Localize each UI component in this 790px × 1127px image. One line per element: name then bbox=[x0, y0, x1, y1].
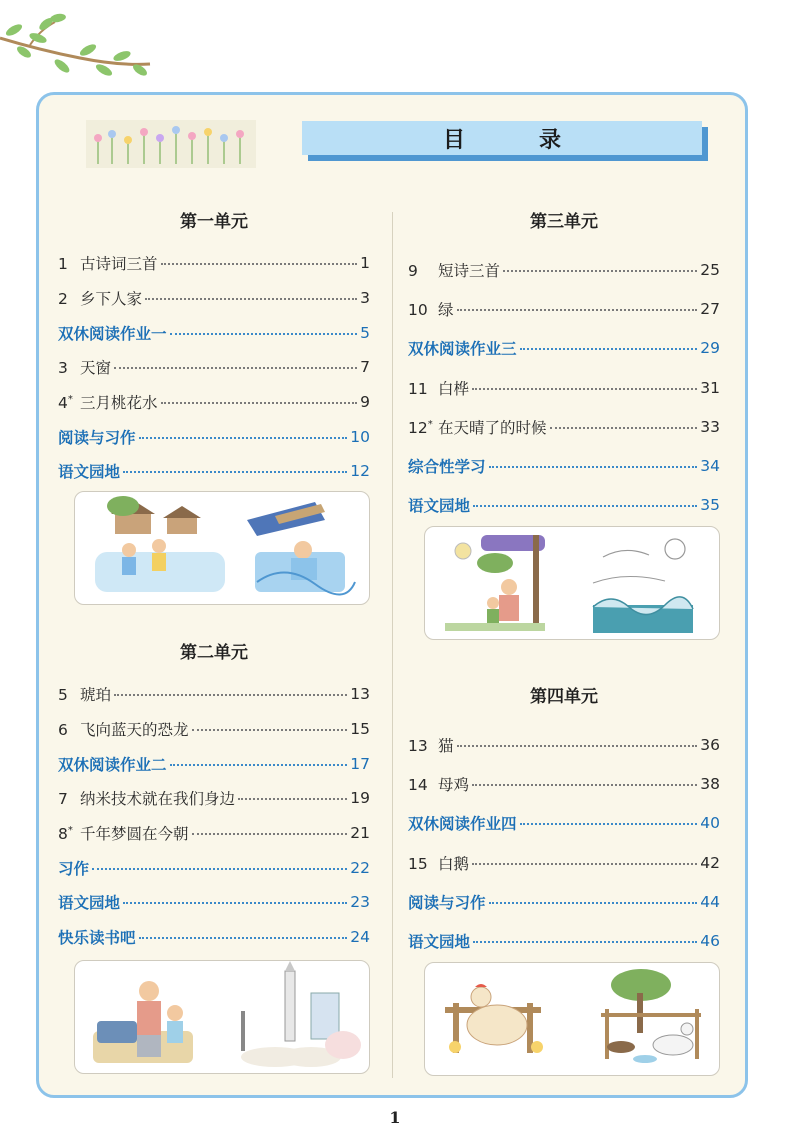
page-ref: 22 bbox=[350, 858, 370, 877]
leader-dots bbox=[92, 868, 347, 870]
leader-dots bbox=[550, 427, 698, 429]
entry-title bbox=[58, 753, 167, 775]
page-ref: 25 bbox=[700, 260, 720, 279]
leader-dots bbox=[457, 745, 698, 747]
entry-label: 琥珀 bbox=[80, 686, 112, 705]
page-ref: 17 bbox=[350, 754, 370, 773]
entry-label: 习作 bbox=[58, 859, 90, 878]
lesson-number-text: 12 bbox=[408, 418, 428, 437]
lesson-number-text: 7 bbox=[58, 790, 68, 809]
unit-title: 第一单元 bbox=[180, 212, 248, 232]
page-ref: 35 bbox=[700, 496, 720, 515]
branch-decoration bbox=[0, 0, 160, 100]
leader-dots bbox=[161, 402, 358, 404]
entry-label: 白鹅 bbox=[438, 854, 470, 873]
page-ref: 15 bbox=[350, 720, 370, 739]
page-ref: 27 bbox=[700, 299, 720, 318]
entry-label: 语文园地 bbox=[408, 497, 471, 516]
optional-lesson-star: * bbox=[427, 418, 433, 430]
father-son-beach-illustration bbox=[93, 981, 193, 1063]
leader-dots bbox=[472, 863, 697, 865]
unit-title: 第二单元 bbox=[180, 643, 248, 663]
lesson-number bbox=[58, 686, 80, 704]
entry-label: 绿 bbox=[438, 300, 454, 319]
page-ref: 5 bbox=[360, 323, 370, 342]
leader-dots bbox=[473, 505, 697, 507]
leader-dots bbox=[192, 833, 348, 835]
lesson-number bbox=[408, 262, 438, 280]
rocket-launch-illustration bbox=[241, 961, 361, 1067]
entry-title bbox=[408, 812, 517, 834]
entry-title bbox=[408, 298, 454, 320]
entry-label: 天窗 bbox=[80, 359, 112, 378]
leader-dots bbox=[145, 298, 357, 300]
lesson-number bbox=[58, 790, 80, 808]
entry-title bbox=[408, 930, 470, 952]
page-ref: 29 bbox=[700, 339, 720, 358]
entry-label: 双休阅读作业二 bbox=[58, 755, 167, 774]
entry-label: 阅读与习作 bbox=[408, 893, 486, 912]
leader-dots bbox=[503, 270, 697, 272]
entry-title bbox=[408, 377, 469, 399]
toc-entry bbox=[58, 920, 370, 955]
toc-entry bbox=[58, 385, 370, 420]
toc-entry bbox=[408, 289, 720, 328]
toc-entry bbox=[408, 250, 720, 289]
page-ref: 46 bbox=[700, 932, 720, 951]
lesson-number-text: 1 bbox=[58, 255, 68, 274]
leader-dots bbox=[139, 937, 348, 939]
entry-title bbox=[58, 683, 111, 705]
entry-title bbox=[58, 822, 189, 844]
page-ref: 42 bbox=[700, 853, 720, 872]
toc-entry bbox=[408, 446, 720, 485]
page-ref: 1 bbox=[360, 254, 370, 273]
entry-list bbox=[58, 677, 370, 955]
toc-entry bbox=[58, 281, 370, 316]
entry-label: 千年梦圆在今朝 bbox=[80, 825, 189, 844]
leader-dots bbox=[489, 466, 698, 468]
leader-dots bbox=[114, 694, 347, 696]
hen-chicks-illustration bbox=[445, 984, 543, 1053]
unit-1 bbox=[58, 210, 370, 489]
entry-title bbox=[58, 926, 136, 948]
entry-label: 双休阅读作业一 bbox=[58, 324, 167, 343]
lesson-number-text: 14 bbox=[408, 775, 428, 794]
entry-list bbox=[58, 246, 370, 489]
toc-entry bbox=[58, 246, 370, 281]
toc-entry bbox=[58, 350, 370, 385]
leader-dots bbox=[139, 437, 348, 439]
lesson-number-text: 5 bbox=[58, 686, 68, 705]
unit-2 bbox=[58, 641, 370, 955]
entry-list bbox=[408, 250, 720, 525]
leader-dots bbox=[123, 902, 347, 904]
entry-label: 飞向蓝天的恐龙 bbox=[80, 721, 189, 740]
entry-title bbox=[408, 852, 469, 874]
optional-lesson-star: * bbox=[67, 824, 73, 836]
leader-dots bbox=[473, 941, 697, 943]
toc-entry bbox=[408, 725, 720, 764]
illustration-box-unit-4 bbox=[424, 962, 720, 1076]
page-ref: 44 bbox=[700, 892, 720, 911]
unit-title: 第三单元 bbox=[530, 212, 598, 232]
toc-entry bbox=[58, 746, 370, 781]
page-ref: 13 bbox=[350, 685, 370, 704]
toc-entry bbox=[58, 454, 370, 489]
toc-entry bbox=[408, 407, 720, 446]
entry-title bbox=[408, 773, 469, 795]
lesson-number-text: 10 bbox=[408, 300, 428, 319]
entry-label: 快乐读书吧 bbox=[58, 929, 136, 948]
entry-label: 乡下人家 bbox=[80, 290, 143, 309]
entry-title bbox=[408, 337, 517, 359]
lesson-number bbox=[58, 721, 80, 739]
page-ref: 19 bbox=[350, 789, 370, 808]
leader-dots bbox=[114, 367, 357, 369]
toc-entry bbox=[58, 885, 370, 920]
page-ref: 36 bbox=[700, 735, 720, 754]
page-ref: 24 bbox=[350, 928, 370, 947]
lesson-number-text: 6 bbox=[58, 721, 68, 740]
page-ref: 12 bbox=[350, 462, 370, 481]
page-ref: 7 bbox=[360, 358, 370, 377]
lesson-number-text: 11 bbox=[408, 379, 428, 398]
optional-lesson-star: * bbox=[67, 393, 73, 405]
leader-dots bbox=[520, 348, 698, 350]
entry-title bbox=[408, 259, 500, 281]
entry-title bbox=[408, 494, 470, 516]
toc-entry bbox=[58, 850, 370, 885]
entry-title bbox=[58, 287, 142, 309]
leader-dots bbox=[520, 823, 698, 825]
entry-label: 阅读与习作 bbox=[58, 428, 136, 447]
lesson-number bbox=[58, 825, 80, 843]
entry-title bbox=[58, 356, 111, 378]
entry-label: 双休阅读作业三 bbox=[408, 340, 517, 359]
grandmother-child-vine-illustration bbox=[445, 535, 545, 631]
entry-title bbox=[58, 460, 120, 482]
entry-title bbox=[408, 734, 454, 756]
entry-label: 语文园地 bbox=[408, 933, 471, 952]
illustration-box-unit-2 bbox=[74, 960, 370, 1074]
entry-label: 双休阅读作业四 bbox=[408, 815, 517, 834]
page-ref: 33 bbox=[700, 417, 720, 436]
toc-entry bbox=[58, 712, 370, 747]
lesson-number-text: 2 bbox=[58, 290, 68, 309]
entry-title bbox=[58, 322, 167, 344]
toc-entry bbox=[58, 781, 370, 816]
page-ref: 31 bbox=[700, 378, 720, 397]
leader-dots bbox=[472, 388, 697, 390]
entry-label: 三月桃花水 bbox=[80, 394, 158, 413]
lesson-number-text: 13 bbox=[408, 736, 428, 755]
entry-label: 在天晴了的时候 bbox=[438, 418, 547, 437]
entry-title bbox=[58, 391, 158, 413]
lesson-number bbox=[58, 359, 80, 377]
entry-label: 语文园地 bbox=[58, 894, 121, 913]
toc-entry bbox=[408, 804, 720, 843]
entry-title bbox=[58, 857, 89, 879]
lesson-number bbox=[408, 301, 438, 319]
lesson-number-text: 9 bbox=[408, 261, 418, 280]
leader-dots bbox=[238, 798, 347, 800]
village-children-illustration bbox=[95, 496, 225, 592]
toc-entry bbox=[58, 816, 370, 851]
toc-entry bbox=[408, 843, 720, 882]
entry-title bbox=[58, 787, 235, 809]
lesson-number bbox=[58, 255, 80, 273]
unit-4 bbox=[408, 685, 720, 961]
page-ref: 40 bbox=[700, 814, 720, 833]
entry-label: 猫 bbox=[438, 736, 454, 755]
leader-dots bbox=[192, 729, 348, 731]
leader-dots bbox=[161, 263, 358, 265]
lesson-number bbox=[408, 776, 438, 794]
entry-label: 短诗三首 bbox=[438, 261, 501, 280]
entry-label: 语文园地 bbox=[58, 463, 121, 482]
lesson-number bbox=[408, 737, 438, 755]
unit-3 bbox=[408, 210, 720, 525]
lesson-number bbox=[408, 855, 438, 873]
toc-entry bbox=[58, 315, 370, 350]
entry-label: 古诗词三首 bbox=[80, 255, 158, 274]
column-divider bbox=[392, 212, 393, 1078]
unit-title: 第四单元 bbox=[530, 687, 598, 707]
toc-entry bbox=[58, 419, 370, 454]
toc-entry bbox=[408, 486, 720, 525]
entry-label: 白桦 bbox=[438, 379, 470, 398]
entry-title bbox=[408, 455, 486, 477]
page-ref: 21 bbox=[350, 824, 370, 843]
toc-entry bbox=[408, 882, 720, 921]
page-ref: 23 bbox=[350, 893, 370, 912]
page-ref: 38 bbox=[700, 774, 720, 793]
entry-label: 纳米技术就在我们身边 bbox=[80, 790, 236, 809]
lesson-number-text: 8 bbox=[58, 825, 68, 844]
entry-title bbox=[58, 426, 136, 448]
page-ref: 9 bbox=[360, 393, 370, 412]
entry-label: 综合性学习 bbox=[408, 458, 486, 477]
flood-window-illustration bbox=[247, 502, 355, 595]
toc-entry bbox=[408, 368, 720, 407]
entry-title bbox=[408, 891, 486, 913]
entry-title bbox=[58, 252, 158, 274]
flowers-decoration bbox=[86, 120, 256, 168]
lesson-number bbox=[408, 380, 438, 398]
toc-entry bbox=[408, 329, 720, 368]
lesson-number bbox=[58, 394, 80, 412]
page-ref: 34 bbox=[700, 457, 720, 476]
lesson-number bbox=[58, 290, 80, 308]
page-number: 1 bbox=[389, 1108, 401, 1127]
lesson-number bbox=[408, 419, 438, 437]
leader-dots bbox=[472, 784, 697, 786]
leader-dots bbox=[123, 471, 347, 473]
leader-dots bbox=[457, 309, 698, 311]
page-title: 目 录 bbox=[302, 121, 702, 155]
entry-label: 母鸡 bbox=[438, 775, 470, 794]
goose-yard-illustration bbox=[601, 969, 701, 1063]
toc-entry bbox=[58, 677, 370, 712]
illustration-box-unit-1 bbox=[74, 491, 370, 605]
entry-title bbox=[408, 416, 547, 438]
leader-dots bbox=[170, 333, 358, 335]
lesson-number-text: 4 bbox=[58, 394, 68, 413]
page-ref: 10 bbox=[350, 427, 370, 446]
lesson-number-text: 3 bbox=[58, 359, 68, 378]
lesson-number-text: 15 bbox=[408, 854, 428, 873]
leader-dots bbox=[170, 764, 348, 766]
page-ref: 3 bbox=[360, 289, 370, 308]
illustration-box-unit-3 bbox=[424, 526, 720, 640]
toc-entry bbox=[408, 921, 720, 960]
entry-title bbox=[58, 891, 120, 913]
toc-entry bbox=[408, 764, 720, 803]
entry-list bbox=[408, 725, 720, 961]
sea-waves-illustration bbox=[593, 539, 693, 633]
leader-dots bbox=[489, 902, 698, 904]
entry-title bbox=[58, 718, 189, 740]
